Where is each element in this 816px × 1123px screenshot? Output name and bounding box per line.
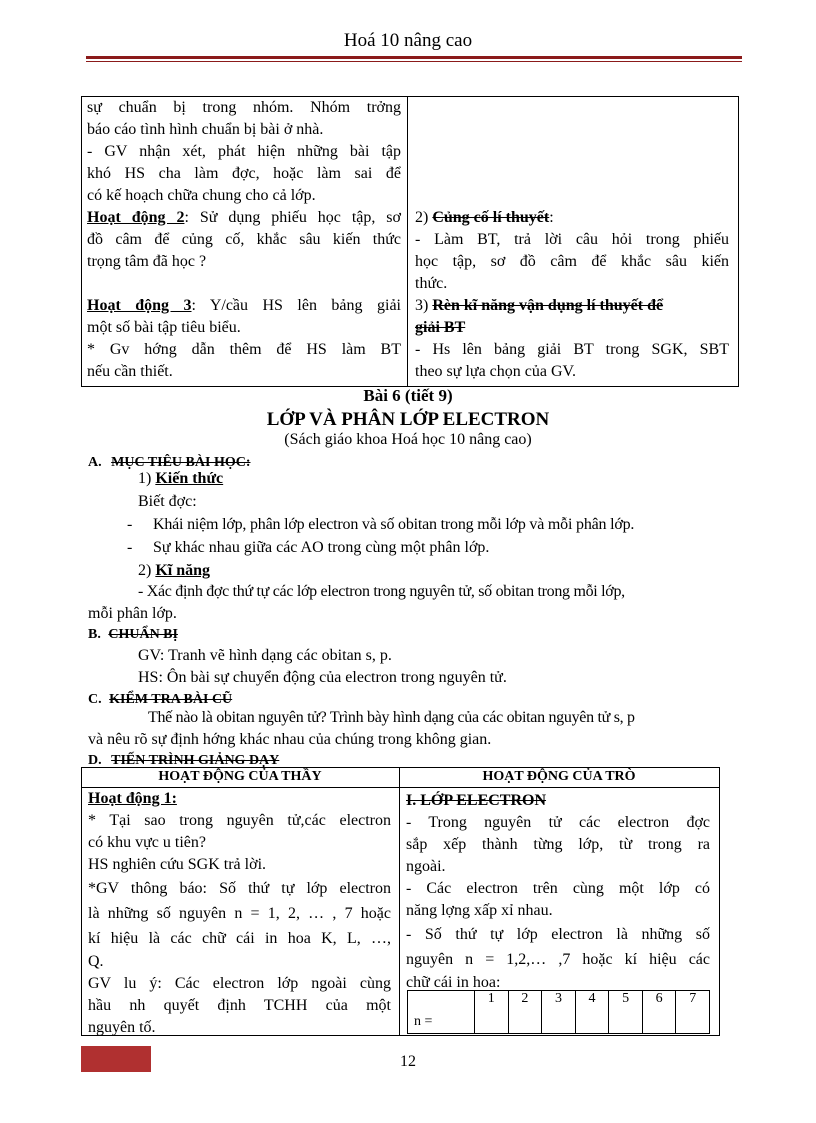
review-question: Thế nào là obitan nguyên tử? Trình bày hình dạng của các obitan nguyên tử s, p: [148, 709, 635, 726]
text-line: nguyên tố.: [88, 1019, 156, 1036]
knowledge-title: Kiến thức: [155, 470, 224, 487]
text-line: nguyên n = 1,2,… ,7 hoặc kí hiệu các: [406, 951, 710, 968]
skill-title-cont: giải BT: [415, 319, 466, 336]
grid-cell: 1: [474, 991, 508, 1033]
item-number: 2): [415, 209, 433, 226]
text-line: - Hs lên bảng giải BT trong SGK, SBT: [415, 341, 729, 358]
text-line: *GV thông báo: Số thứ tự lớp electron: [88, 880, 391, 897]
text-line: chữ cái in hoa:: [406, 974, 501, 991]
item-number: 2): [138, 562, 152, 579]
knowledge-heading: [138, 468, 223, 490]
text-line: GV lu ý: Các electron lớp ngoài cùng: [88, 975, 391, 992]
prep-teacher: GV: Tranh vẽ hình dạng các obitan s, p.: [138, 647, 392, 664]
consolidate-title: Củng cố lí thuyết: [432, 209, 550, 226]
text-line: nếu cần thiết.: [87, 363, 173, 380]
bullet-text: Khái niệm lớp, phân lớp electron và số obitan trong mỗi lớp và mỗi phân lớp.: [153, 516, 635, 533]
grid-cell: 2: [508, 991, 542, 1033]
student-column-header: HOẠT ĐỘNG CỦA TRÒ: [482, 769, 636, 784]
text-line: thức.: [415, 275, 448, 292]
lesson-subtitle: (Sách giáo khoa Hoá học 10 nâng cao): [284, 431, 532, 448]
text-line: một số bài tập tiêu biểu.: [87, 319, 241, 336]
table-top-right-column: [415, 207, 729, 383]
item-number: 3): [415, 297, 433, 314]
consolidate-heading: [415, 207, 729, 229]
table-top-left-column: [87, 97, 401, 383]
skill-heading-a: [138, 560, 210, 582]
skill-heading: [415, 295, 729, 317]
text-line: học tập, sơ đồ câm để khắc sâu kiến: [415, 253, 729, 270]
grid-cell: 7: [675, 991, 709, 1033]
section-b-heading: [88, 624, 178, 646]
grid-cell: 3: [541, 991, 575, 1033]
text-line: Q.: [88, 953, 104, 970]
grid-cell: 4: [575, 991, 609, 1033]
skill-line: mỗi phân lớp.: [88, 605, 177, 622]
text-line: ngoài.: [406, 858, 446, 875]
text-line: có khu vực u tiên?: [88, 834, 206, 851]
text-line: có kế hoạch chữa chung cho cả lớp.: [87, 187, 316, 204]
text-line: * Gv hớng dẫn thêm để HS làm BT: [87, 341, 401, 358]
text-line: là những số nguyên n = 1, 2, … , 7 hoặc: [88, 905, 391, 922]
blank-line: [87, 273, 401, 295]
lesson-number: Bài 6 (tiết 9): [363, 386, 453, 405]
section-c-title: KIỂM TRA BÀI CŨ: [109, 692, 233, 707]
know-intro: Biết đợc:: [138, 493, 197, 510]
activity-2-line: [87, 207, 401, 229]
layer-number-grid: [407, 990, 710, 1034]
text-line: - GV nhận xét, phát hiện những bài tập: [87, 143, 401, 160]
bullet-text: Sự khác nhau giữa các AO trong cùng một phân lớp.: [153, 539, 490, 556]
text-line: năng lợng xấp xỉ nhau.: [406, 902, 553, 919]
text-line: kí hiệu là các chữ cái in hoa K, L, …,: [88, 930, 391, 947]
text-line: - Làm BT, trả lời câu hỏi trong phiếu: [415, 231, 729, 248]
grid-label-cell: [408, 991, 474, 1033]
grid-label: n =: [414, 1014, 433, 1029]
item-number: 1): [138, 470, 152, 487]
page-number: 12: [400, 1053, 416, 1070]
activity-2-text: : Sử dụng phiếu học tập, sơ: [184, 209, 401, 226]
table2-divider: [399, 767, 400, 1035]
review-question-cont: và nêu rõ sự định hớng khác nhau của chúng trong không gian.: [88, 731, 492, 748]
activity-2-title: Hoạt động 2: [87, 209, 185, 226]
section-label: A.: [88, 455, 102, 470]
heading-suffix: :: [549, 209, 554, 226]
text-line: trọng tâm đã học ?: [87, 253, 207, 270]
activity-3-text: : Y/cầu HS lên bảng giải: [191, 297, 401, 314]
lesson-title: LỚP VÀ PHÂN LỚP ELECTRON: [266, 409, 550, 430]
activity-1-title: Hoạt động 1:: [88, 790, 177, 807]
activity-3-title: Hoạt động 3: [87, 297, 192, 314]
section-label: D.: [88, 753, 102, 768]
text-line: hầu nh quyết định TCHH của một: [88, 997, 391, 1014]
skill-title-a: Kĩ năng: [155, 562, 211, 579]
text-line: - Số thứ tự lớp electron là những số: [406, 926, 710, 943]
text-line: theo sự lựa chọn của GV.: [415, 363, 577, 380]
section-label: C.: [88, 692, 102, 707]
skill-heading-cont: [415, 317, 729, 339]
text-line: - Các electron trên cùng một lớp có: [406, 880, 710, 897]
text-line: - Trong nguyên tử các electron đợc: [406, 814, 710, 831]
text-line: khó HS cha làm đợc, hoặc làm sai để: [87, 165, 401, 182]
table-top-divider: [407, 96, 408, 386]
prep-student: HS: Ôn bài sự chuyển động của electron trong nguyên tử.: [138, 669, 507, 686]
text-line: * Tại sao trong nguyên tử,các electron: [88, 812, 391, 829]
bullet-dash: -: [127, 516, 133, 533]
text-line: sắp xếp thành từng lớp, từ trong ra: [406, 836, 710, 853]
page-header-title: Hoá 10 nâng cao: [343, 30, 473, 51]
teacher-column-header: HOẠT ĐỘNG CỦA THẦY: [158, 769, 322, 784]
header-rule-thick: [86, 56, 742, 59]
section-b-title: CHUẨN BỊ: [108, 627, 178, 642]
skill-line: - Xác định đợc thứ tự các lớp electron trong nguyên tử, số obitan trong mỗi lớp,: [138, 583, 625, 600]
section-d-title: TIẾN TRÌNH GIẢNG DẠY: [111, 753, 280, 768]
bullet-dash: -: [127, 539, 133, 556]
activity-3-line: [87, 295, 401, 317]
section-a-title: MỤC TIÊU BÀI HỌC:: [111, 455, 251, 470]
text-line: HS nghiên cứu SGK trả lời.: [88, 856, 267, 873]
text-line: đồ câm để củng cố, khắc sâu kiến thức: [87, 231, 401, 248]
grid-cell: 6: [642, 991, 676, 1033]
header-rule-thin: [86, 61, 742, 62]
section-label: B.: [88, 627, 101, 642]
table2-left-column: [88, 788, 391, 1039]
section-i-title: I. LỚP ELECTRON: [406, 792, 547, 809]
text-line: sự chuẩn bị trong nhóm. Nhóm trởng: [87, 99, 401, 116]
text-line: báo cáo tình hình chuẩn bị bài ở nhà.: [87, 121, 324, 138]
skill-title: Rèn kĩ năng vận dụng lí thuyết để: [432, 297, 664, 314]
table2-right-column: [406, 790, 710, 994]
grid-cell: 5: [608, 991, 642, 1033]
